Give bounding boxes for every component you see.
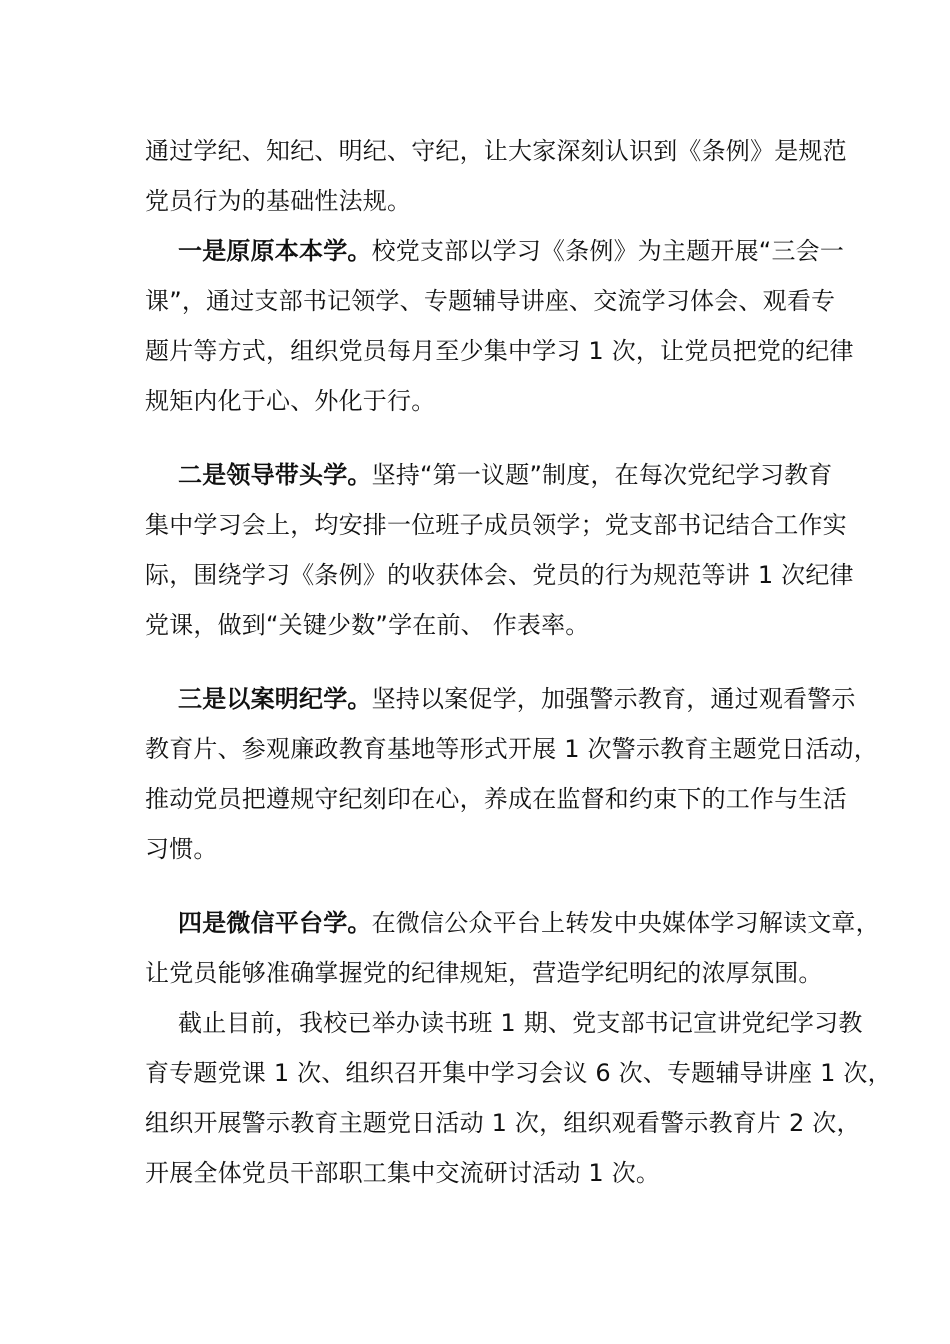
paragraph-three-heading: 三是以案明纪学。 (178, 685, 372, 713)
paragraph-three-line: 推动党员把遵规守纪刻印在心，养成在监督和约束下的工作与生活 (145, 785, 847, 813)
paragraph-two-heading: 二是领导带头学。 (178, 461, 372, 489)
paragraph-one-first-line (178, 235, 844, 267)
paragraph-four-text: 在微信公众平台上转发中央媒体学习解读文章， (371, 909, 880, 937)
paragraph-three-text: 坚持以案促学，加强警示教育，通过观看警示 (371, 685, 856, 713)
intro-line: 通过学纪、知纪、明纪、守纪，让大家深刻认识到《条例》是规范 (145, 137, 847, 165)
intro-line: 党员行为的基础性法规。 (145, 187, 412, 215)
summary-line: 截止目前，我校已举办读书班 1 期、党支部书记宣讲党纪学习教 (178, 1009, 863, 1037)
paragraph-four-line: 让党员能够准确掌握党的纪律规矩，营造学纪明纪的浓厚氛围。 (145, 959, 823, 987)
paragraph-one-line: 题片等方式，组织党员每月至少集中学习 1 次，让党员把党的纪律 (145, 337, 854, 365)
paragraph-four-heading: 四是微信平台学。 (178, 909, 372, 937)
paragraph-three-first-line (178, 683, 856, 715)
paragraph-two-line: 集中学习会上，均安排一位班子成员领学；党支部书记结合工作实 (145, 511, 847, 539)
paragraph-four-first-line (178, 907, 880, 939)
paragraph-one-heading: 一是原原本本学。 (178, 237, 372, 265)
paragraph-two-text: 坚持“第一议题”制度，在每次党纪学习教育 (371, 461, 833, 489)
summary-line: 开展全体党员干部职工集中交流研讨活动 1 次。 (145, 1159, 661, 1187)
paragraph-one-text: 校党支部以学习《条例》为主题开展“三会一 (371, 237, 845, 265)
paragraph-one-line: 规矩内化于心、外化于行。 (145, 387, 436, 415)
summary-line: 组织开展警示教育主题党日活动 1 次，组织观看警示教育片 2 次， (145, 1109, 861, 1137)
paragraph-two-line: 际，围绕学习《条例》的收获体会、党员的行为规范等讲 1 次纪律 (145, 561, 854, 589)
paragraph-one-line: 课”，通过支部书记领学、专题辅导讲座、交流学习体会、观看专 (145, 287, 836, 315)
paragraph-three-line: 习惯。 (145, 835, 218, 863)
summary-line: 育专题党课 1 次、组织召开集中学习会议 6 次、专题辅导讲座 1 次， (145, 1059, 892, 1087)
paragraph-three-line: 教育片、参观廉政教育基地等形式开展 1 次警示教育主题党日活动， (145, 735, 878, 763)
paragraph-two-line: 党课，做到“关键少数”学在前、 作表率。 (145, 611, 590, 639)
paragraph-two-first-line (178, 459, 832, 491)
